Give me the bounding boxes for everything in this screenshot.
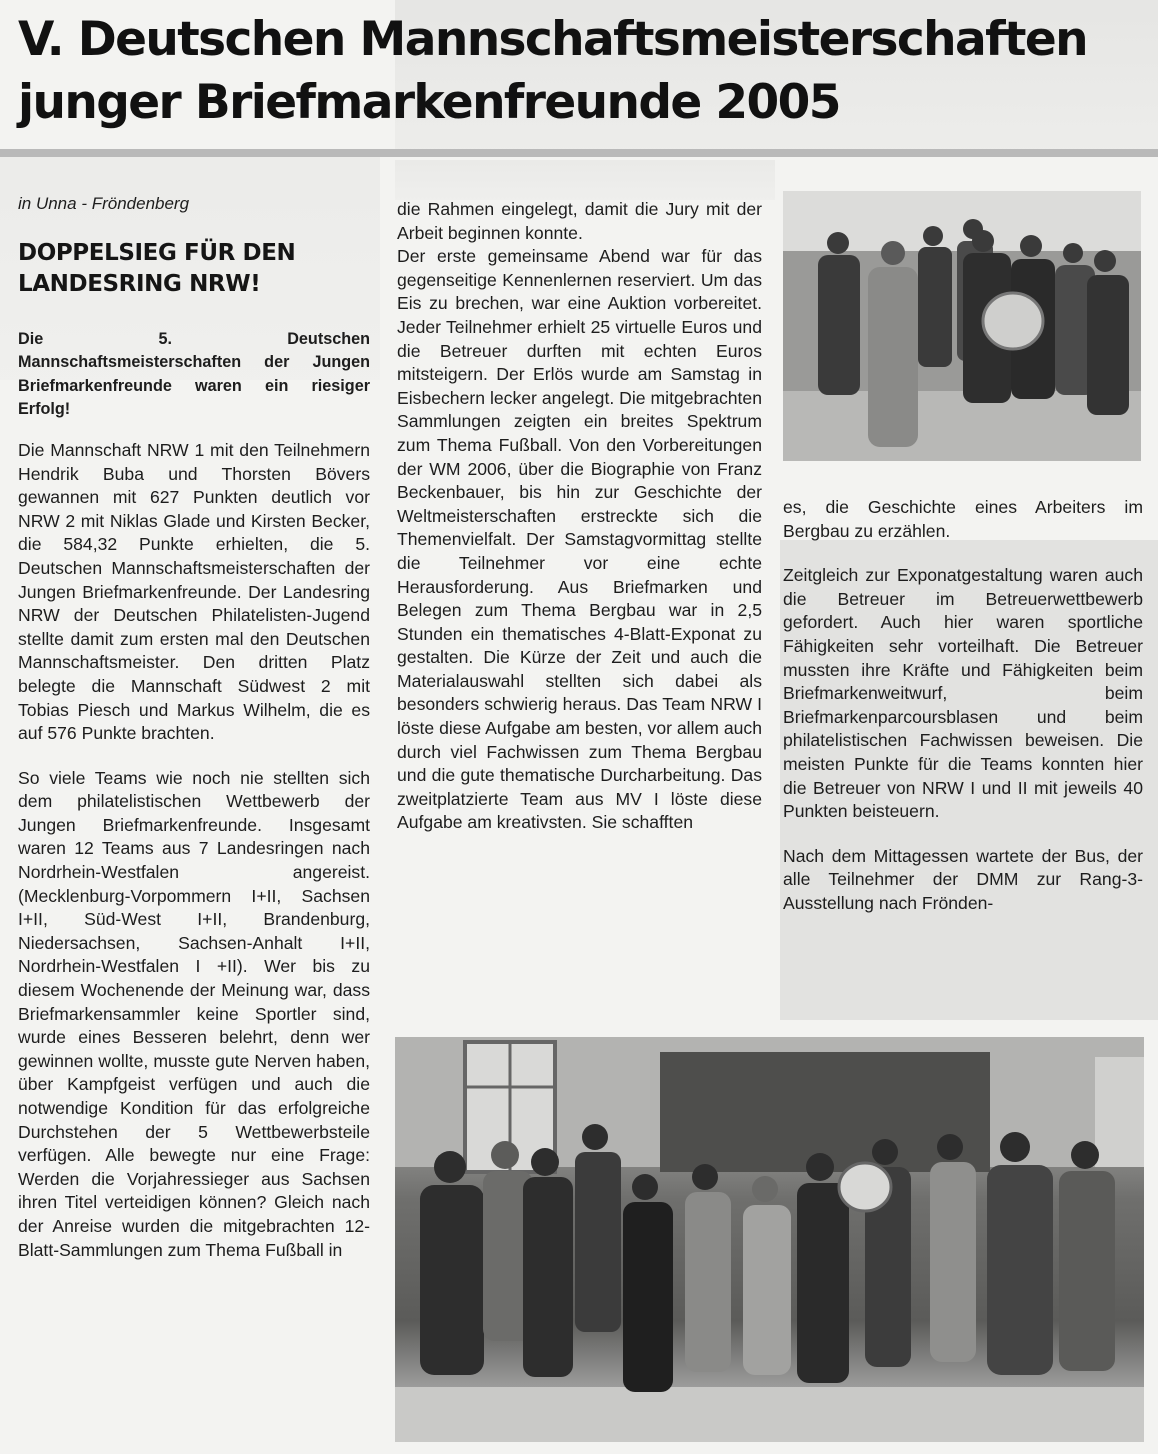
group-photo (395, 1037, 1144, 1442)
lead-paragraph: Die 5. Deutschen Mannschaftsmeisterschaften der Jungen Briefmarkenfreunde waren ein riesiger Erfolg! (18, 329, 370, 419)
column-2 (397, 198, 762, 835)
body-paragraph: Zeitgleich zur Exponatgestaltung waren auch die Betreuer im Betreuerwettbewerb gefordert. Auch hier waren sportliche Fähigkeiten sehr vorteilhaft. Die Betreuer mussten ihre Kräfte und Fähigkeiten beim Briefmarkenweitwurf, beim Briefmarkenparcoursblasen und beim philatelistischen Fachwissen beweisen. Die meisten Punkte für die Teams konnten hier die Betreuer von NRW I und II mit jeweils 40 Punkten beisteuern. (783, 565, 1143, 822)
team-photo (783, 191, 1141, 461)
body-paragraph: Die Mannschaft NRW 1 mit den Teilnehmern Hendrik Buba und Thorsten Bövers gewannen mit 627 Punkten deutlich vor NRW 2 mit Niklas Glade und Kirsten Becker, die 584,32 Punkte erhielten, die 5. Deutschen Mannschaftsmeisterschaften der Jungen Briefmarkenfreunde. Der Landesring NRW der Deutschen Philatelisten-Jugend stellte damit zum ersten mal den Deutschen Mannschaftsmeister. Den dritten Platz belegte die Mannschaft Südwest 2 mit Tobias Piesch und Markus Wilhelm, die es auf 576 Punkte brachten. (18, 439, 370, 744)
group-photo-illustration (395, 1037, 1144, 1442)
column-3 (783, 496, 1143, 916)
show-through-area (395, 160, 775, 200)
body-paragraph: So viele Teams wie noch nie stellten sich dem philatelistischen Wettbewerb der Jungen Briefmarkenfreunde. Insgesamt waren 12 Teams aus 7 Landesringen nach Nordrhein-Westfalen angereist. (Mecklenburg-Vorpommern I+II, Sachsen I+II, Süd-West I+II, Brandenburg, Niedersachsen, Sachsen-Anhalt I+II, Nordrhein-Westfalen I +II). Wer bis zu diesem Wochenende der Meinung war, dass Briefmarkensammler keine Sportler sind, wurde eines Besseren belehrt, denn wer gewinnen wollte, musste gute Nerven haben, über Kampfgeist verfügen und auch die notwendige Kondition für das erfolgreiche Durchstehen der 5 Wettbewerbsteile verfügen. Alle bewegte nur eine Frage: Werden die Vorjahressieger aus Sachsen ihren Titel verteidigen können? Gleich nach der Anreise wurden die mitgebrachten 12-Blatt-Sammlungen zum Thema Fußball in (18, 767, 370, 1260)
subheadline (18, 238, 370, 300)
team-photo-illustration (783, 191, 1141, 461)
headline (18, 8, 1148, 134)
headline-rule (0, 149, 1158, 157)
body-paragraph: Nach dem Mittagessen wartete der Bus, der alle Teilnehmer der DMM zur Rang-3-Ausstellung nach Frönden- (783, 845, 1143, 913)
headline-line-2: junger Briefmarkenfreunde 2005 (18, 75, 840, 130)
location-kicker: in Unna - Fröndenberg (18, 194, 190, 213)
column-1 (18, 192, 370, 1262)
subheadline-line-2: LANDESRING NRW! (18, 270, 261, 297)
body-paragraph: Der erste gemeinsame Abend war für das gegenseitige Kennenlernen reserviert. Um das Eis zu brechen, war eine Auktion vorbereitet. Jeder Teilnehmer erhielt 25 virtuelle Euros und die Betreuer durften mit echten Euros mitsteigern. Der Erlös wurde am Samstag in Eisbechern lecker angelegt. Die mitgebrachten Sammlungen zeigten ein breites Spektrum zum Thema Fußball. Von den Vorbereitungen der WM 2006, über die Biographie von Franz Beckenbauer, bis hin zur Geschichte der Weltmeisterschaften erstreckte sich die Themenvielfalt. Der Samstagvormittag stellte die Teilnehmer vor eine echte Herausforderung. Aus Briefmarken und Belegen zum Thema Bergbau war in 2,5 Stunden ein thematisches 4-Blatt-Exponat zu gestalten. Die Kürze der Zeit und auch die Materialauswahl stellten sich dabei als besonders schwierig heraus. Das Team NRW I löste diese Aufgabe am besten, vor allem auch durch viel Fachwissen zum Thema Bergbau und die gute thematische Durcharbeitung. Das zweitplatzierte Team aus MV I löste diese Aufgabe am kreativsten. Sie schafften (397, 246, 762, 833)
body-paragraph: es, die Geschichte eines Arbeiters im Bergbau zu erzählen. (783, 497, 1143, 541)
body-paragraph: die Rahmen eingelegt, damit die Jury mit der Arbeit beginnen konnte. (397, 199, 762, 243)
headline-line-1: V. Deutschen Mannschaftsmeisterschaften (18, 12, 1087, 67)
subheadline-line-1: DOPPELSIEG FÜR DEN (18, 239, 296, 266)
